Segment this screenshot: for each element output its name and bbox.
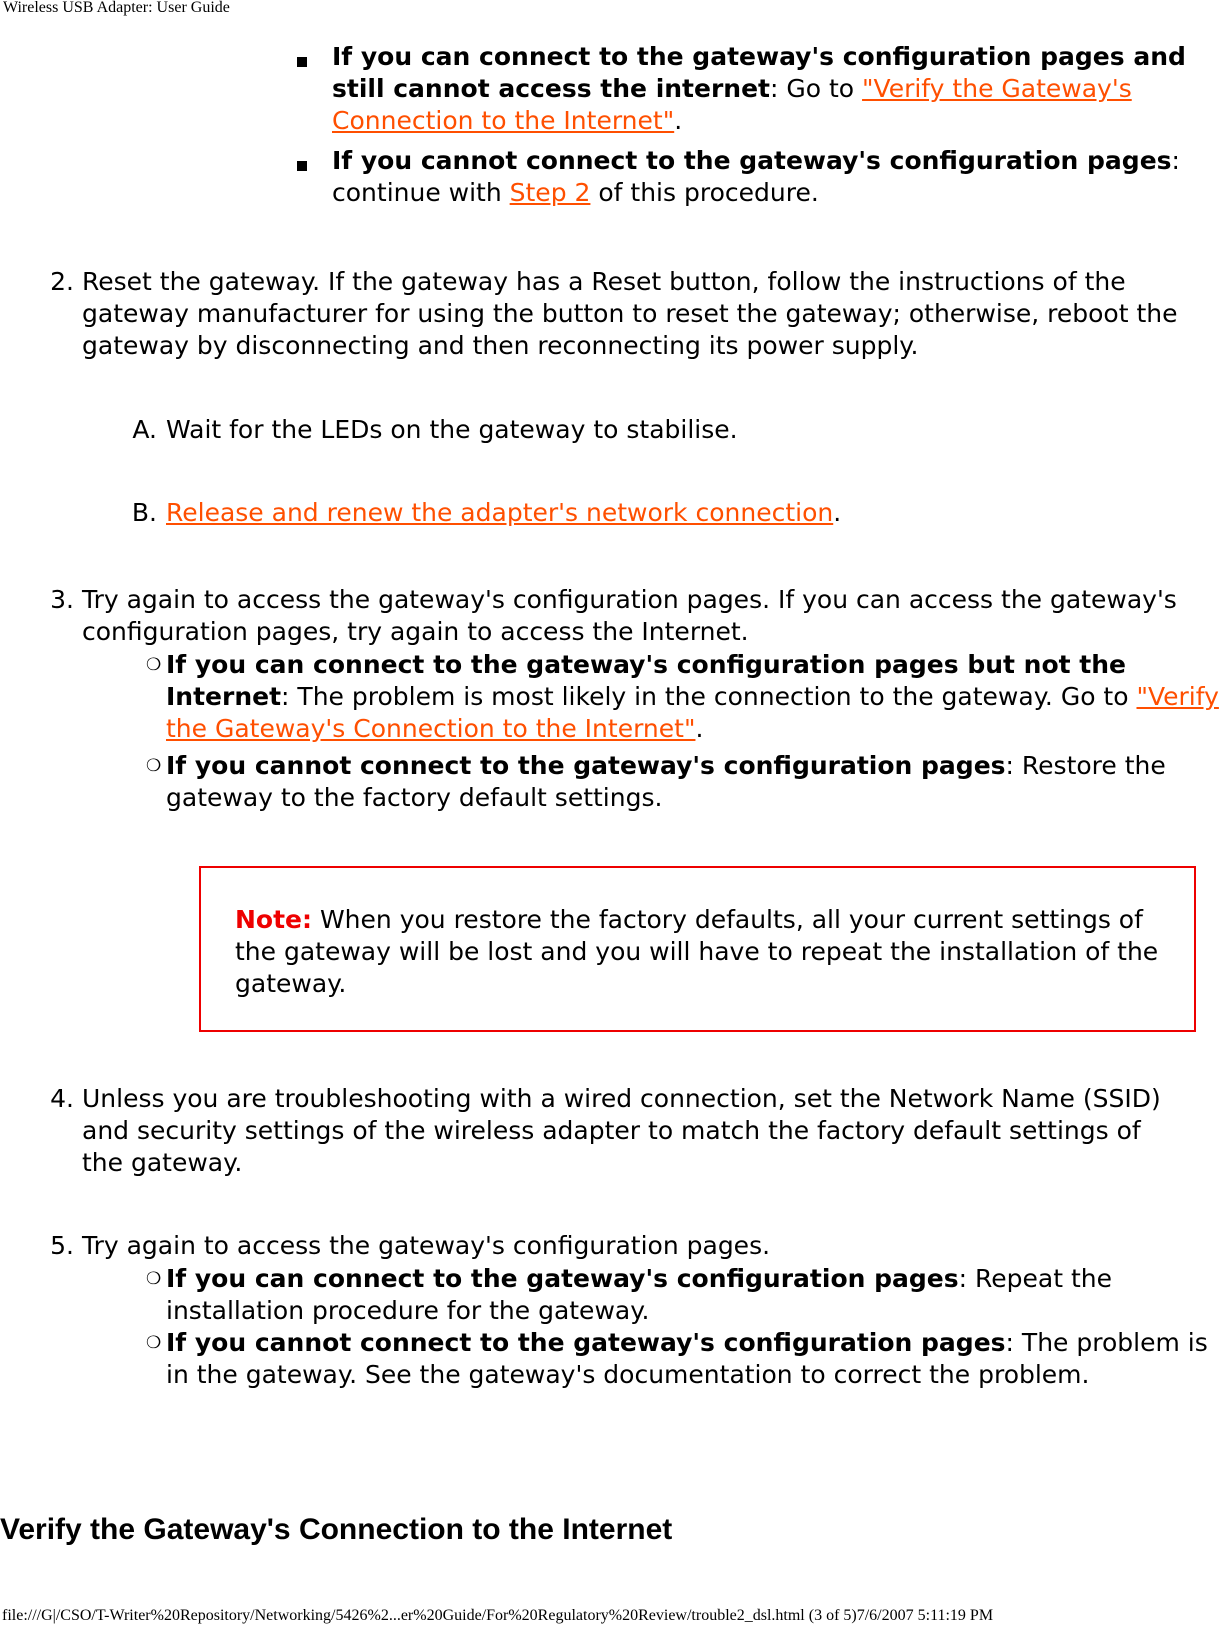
bullet-bold-lead: If you can connect to the gateway's configuration pages (166, 1264, 959, 1293)
verify-gateway-link[interactable]: "Verify the Gateway's Connection to the Internet" (166, 682, 1219, 743)
bullet-text: : The problem is most likely in the connection to the gateway. Go to (281, 682, 1137, 711)
step-text: Try again to access the gateway's configuration pages. (82, 1231, 771, 1260)
substep-tail: . (833, 498, 842, 527)
bullet-bold-lead: If you can connect to the gateway's configuration pages but not the Internet (166, 650, 1126, 711)
verify-gateway-link[interactable]: "Verify the Gateway's Connection to the Internet" (332, 74, 1132, 135)
step-number: 3. (50, 585, 74, 614)
bullet-tail: of this procedure. (590, 178, 819, 207)
list-item (332, 41, 1212, 137)
note-box (199, 866, 1196, 1032)
print-footer-path: file:///G|/CSO/T-Writer%20Repository/Networking/5426%2...er%20Guide/For%20Regulatory%20Review/trouble2_dsl.html (3 of 5)7/6/2007 5:11:19 PM (2, 1607, 994, 1624)
bullet-bold-lead: If you cannot connect to the gateway's configuration pages (332, 146, 1172, 175)
step-number: 2. (50, 267, 74, 296)
substep-text (166, 497, 1166, 529)
bullet-bold-lead: If you cannot connect to the gateway's configuration pages (166, 1328, 1006, 1357)
step-2-link[interactable]: Step 2 (509, 178, 591, 207)
circle-bullet-icon: ❍ (146, 1333, 162, 1353)
note-body: When you restore the factory defaults, all your current settings of the gateway will be lost and you will have to repeat the installation of the gateway. (235, 905, 1159, 998)
square-bullet-icon (297, 57, 307, 67)
step-text: Reset the gateway. If the gateway has a Reset button, follow the instructions of the gateway manufacturer for using the button to reset the gateway; otherwise, reboot the gateway by disconnecting and then reconnecting its power supply. (82, 267, 1178, 360)
bullet-text: : Restore the gateway to the factory default settings. (166, 751, 1166, 812)
step-text: Unless you are troubleshooting with a wired connection, set the Network Name (SSID) and security settings of the wireless adapter to match the factory default settings of the gateway. (82, 1084, 1161, 1177)
bullet-bold-lead: If you cannot connect to the gateway's configuration pages (166, 751, 1006, 780)
step-number: 5. (50, 1231, 74, 1260)
note-label: Note: (235, 905, 313, 934)
circle-bullet-icon: ❍ (146, 756, 162, 776)
circle-bullet-icon: ❍ (146, 1269, 162, 1289)
step-number: 4. (50, 1084, 74, 1113)
circle-bullet-icon: ❍ (146, 655, 162, 675)
list-item (332, 145, 1212, 209)
list-item (166, 649, 1220, 745)
list-item (166, 1327, 1220, 1391)
substep-text: Wait for the LEDs on the gateway to stabilise. (166, 415, 738, 444)
bullet-text: : Go to (770, 74, 863, 103)
bullet-tail: . (674, 106, 683, 135)
step-text: Try again to access the gateway's configuration pages. If you can access the gateway's configuration pages, try again to access the Internet. (82, 585, 1177, 646)
note-text (235, 904, 1165, 1000)
list-item (166, 1263, 1220, 1327)
square-bullet-icon (297, 161, 307, 171)
release-renew-link[interactable]: Release and renew the adapter's network connection (166, 498, 834, 527)
print-header-title: Wireless USB Adapter: User Guide (3, 0, 230, 16)
substep-letter: B. (131, 498, 157, 527)
bullet-bold-lead: If you can connect to the gateway's configuration pages and still cannot access the internet (332, 42, 1186, 103)
substep-letter: A. (132, 415, 157, 444)
bullet-tail: . (695, 714, 704, 743)
list-item (166, 750, 1220, 814)
section-heading: Verify the Gateway's Connection to the Internet (0, 1513, 673, 1546)
bullet-text: : Repeat the installation procedure for the gateway. (166, 1264, 1112, 1325)
bullet-text: : continue with (332, 146, 1180, 207)
bullet-text: : The problem is in the gateway. See the gateway's documentation to correct the problem. (166, 1328, 1208, 1389)
